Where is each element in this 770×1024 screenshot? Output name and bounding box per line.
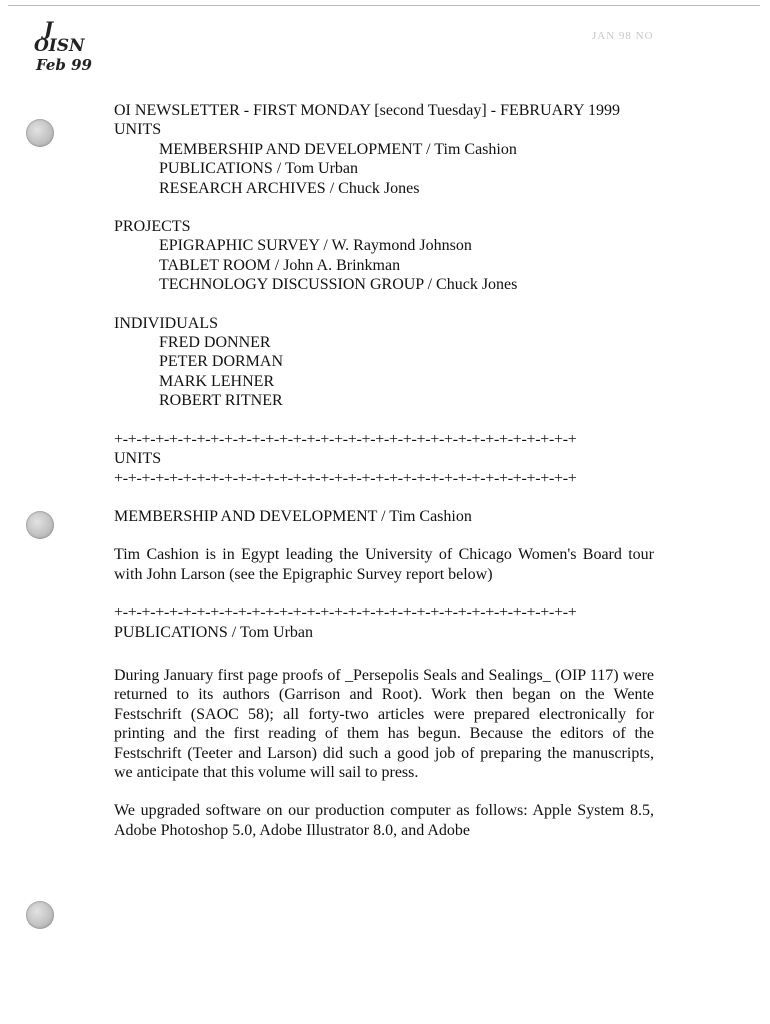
faint-stamp: JAN 98 NO <box>592 30 654 42</box>
membership-heading: MEMBERSHIP AND DEVELOPMENT / Tim Cashion <box>114 507 472 525</box>
separator-line: +-+-+-+-+-+-+-+-+-+-+-+-+-+-+-+-+-+-+-+-+-+-+-+-+-+-+-+-+-+-+-+-+-+ <box>114 604 577 622</box>
toc-individual-item: ROBERT RITNER <box>159 392 283 410</box>
toc-individual-item: FRED DONNER <box>159 334 271 352</box>
units-section-heading: UNITS <box>114 450 162 468</box>
publications-heading: PUBLICATIONS / Tom Urban <box>114 623 314 641</box>
publications-paragraph-1: During January first page proofs of _Persepolis Seals and Sealings_ (OIP 117) were returned to its authors (Garrison and Root). Work then began on the Wente Festschrift (SAOC 58); all forty-two articles were prepared electronically for printing and the first reading of them has begun. Because the editors of the Festschrift (Teeter and Larson) did such a good job of preparing the manuscripts, we anticipate that this volume will sail to press. <box>114 666 654 781</box>
toc-units-heading: UNITS <box>114 121 162 139</box>
toc-unit-item: MEMBERSHIP AND DEVELOPMENT / Tim Cashion <box>159 140 517 158</box>
toc-projects <box>114 217 654 295</box>
toc-unit-item: PUBLICATIONS / Tom Urban <box>159 160 359 178</box>
toc-unit-item: RESEARCH ARCHIVES / Chuck Jones <box>159 179 420 197</box>
handwritten-note-line-1: J <box>44 18 53 40</box>
membership-paragraph: Tim Cashion is in Egypt leading the University of Chicago Women's Board tour with John Larson (see the Epigraphic Survey report below) <box>114 546 654 583</box>
punch-hole-middle <box>26 511 54 539</box>
handwritten-note-line-2: OISN <box>34 36 85 56</box>
toc-individuals <box>114 314 654 411</box>
punch-hole-top <box>26 119 54 147</box>
separator-line: +-+-+-+-+-+-+-+-+-+-+-+-+-+-+-+-+-+-+-+-+-+-+-+-+-+-+-+-+-+-+-+-+-+ <box>114 430 577 448</box>
newsletter-body <box>114 101 654 840</box>
newsletter-title: OI NEWSLETTER - FIRST MONDAY [second Tuesday] - FEBRUARY 1999 <box>114 102 620 119</box>
punch-hole-bottom <box>26 901 54 929</box>
publications-paragraph-2: We upgraded software on our production computer as follows: Apple System 8.5, Adobe Photoshop 5.0, Adobe Illustrator 8.0, and Adobe <box>114 802 654 839</box>
separator-line: +-+-+-+-+-+-+-+-+-+-+-+-+-+-+-+-+-+-+-+-+-+-+-+-+-+-+-+-+-+-+-+-+-+ <box>114 469 577 487</box>
toc-projects-heading: PROJECTS <box>114 218 191 236</box>
toc-project-item: TECHNOLOGY DISCUSSION GROUP / Chuck Jones <box>159 276 518 294</box>
toc-project-item: TABLET ROOM / John A. Brinkman <box>159 256 401 274</box>
toc-individual-item: MARK LEHNER <box>159 372 275 390</box>
handwritten-note-line-3: Feb 99 <box>36 56 92 74</box>
toc-units <box>114 120 654 198</box>
toc-individual-item: PETER DORMAN <box>159 353 284 371</box>
page-edge-line <box>8 5 760 6</box>
toc-individuals-heading: INDIVIDUALS <box>114 314 218 332</box>
toc-project-item: EPIGRAPHIC SURVEY / W. Raymond Johnson <box>159 237 472 255</box>
